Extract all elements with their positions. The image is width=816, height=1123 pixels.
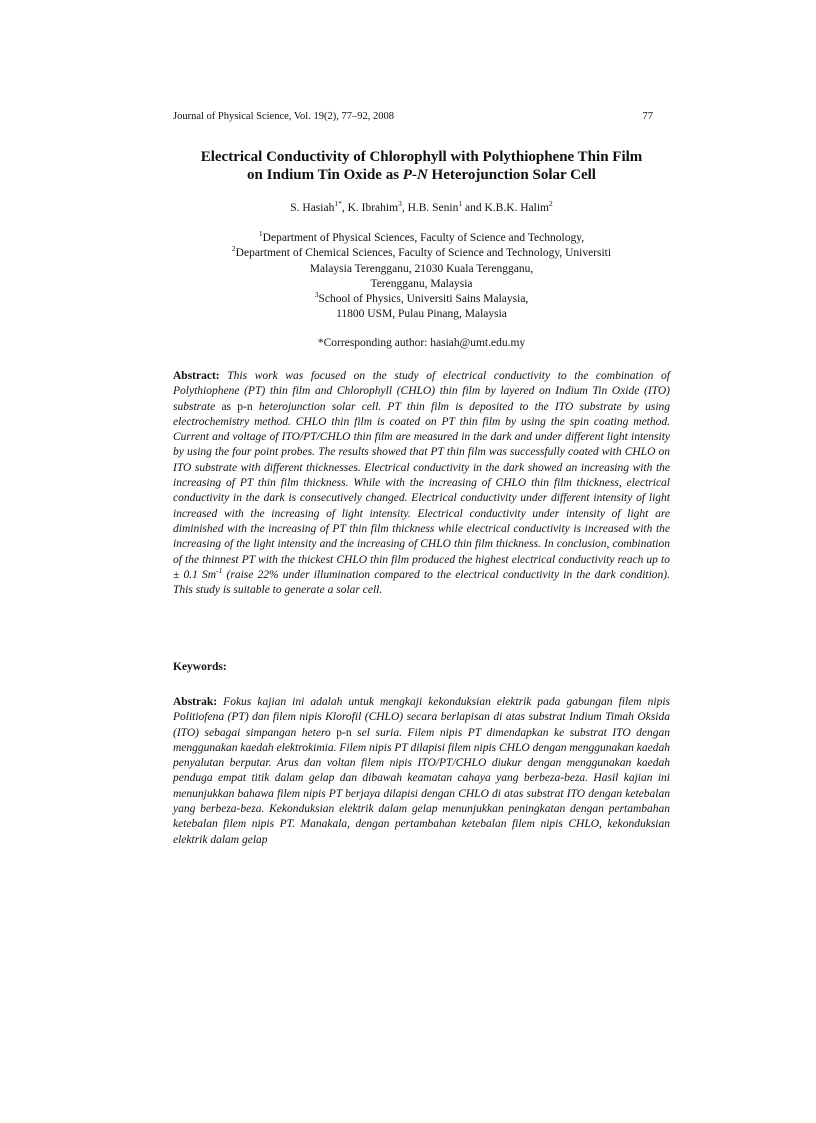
abstract-text-3: heterojunction solar cell. PT thin film is deposited to the ITO substrate by using electrochemistry method. CHLO thin film is coated on PT thin film by using the spin coating method. Current and voltage of ITO/PT/CHLO thin film are measured in the dark and under different light intensity by using the four point probes. The results showed that PT thin film was successfully coated with CHLO on ITO substrate with different thicknesses. Electrical conductivity in the dark showed an increasing with the increasing of PT thin film thickness. While with the increasing of CHLO thin film thickness, electrical conductivity in the dark is consecutively changed. Electrical conductivity under different intensity of light increased with the increasing of light intensity. Electrical conductivity under intensity of light are diminished with the increasing of PT thin film thickness while electrical conductivity is increased with the increasing of the light intensity and the increasing of CHLO thin film thickness. In conclusion, combination of the thinnest PT with the thickest CHLO thin film produced the highest electrical conductivity reach up to ± 0.1 Sm [173, 400, 671, 581]
abstract-paragraph [173, 369, 670, 598]
author-list [173, 199, 670, 214]
abstract-text-4: (raise 22% under illumination compared to the electrical conductivity in the dark condition). This study is suitable to generate a solar cell. [173, 568, 670, 597]
title-line-1: Electrical Conductivity of Chlorophyll with Polythiophene Thin Film [200, 149, 643, 165]
abstrak-pn: p-n [336, 726, 352, 739]
author-4: and K.B.K. Halim [462, 202, 549, 214]
abstrak-label: Abstrak: [173, 696, 218, 708]
title-pn-italic: P-N [402, 167, 428, 183]
affiliation-sup: 3 [314, 290, 319, 300]
affiliation-line [173, 292, 670, 307]
page-number: 77 [642, 111, 653, 122]
abstrak-text-1: Fokus kajian ini adalah untuk mengkaji kekonduksian elektrik pada gabungan filem nipis Politiofena (PT) dan filem nipis Klorofil (CHLO) secara berlapisan di atas substrat Indium Timah Oksida (ITO) sebagai simpangan hetero [173, 696, 671, 739]
title-line-2-pre: on Indium Tin Oxide as [247, 167, 403, 183]
affiliation-line: 11800 USM, Pulau Pinang, Malaysia [336, 308, 507, 321]
journal-citation: Journal of Physical Science, Vol. 19(2), 77–92, 2008 [173, 111, 394, 122]
author-1-sup: 1* [334, 199, 342, 209]
abstract-label: Abstract: [173, 370, 220, 382]
affiliation-line [173, 246, 670, 261]
abstract-pn: p-n [237, 400, 253, 413]
affiliation-text: Department of Physical Sciences, Faculty of Science and Technology, [262, 232, 585, 244]
author-4-sup: 2 [549, 199, 553, 209]
title-line-2-post: Heterojunction Solar Cell [427, 167, 596, 183]
author-2-sup: 3 [398, 199, 402, 209]
affiliation-sup: 1 [258, 229, 263, 239]
title-line-2 [173, 166, 670, 184]
affiliation-line [173, 231, 670, 246]
abstract-unit-sup: -1 [216, 566, 223, 576]
corresponding-author: *Corresponding author: hasiah@umt.edu.my [317, 337, 526, 349]
author-2: , K. Ibrahim [341, 202, 399, 214]
affiliation-sup: 2 [231, 244, 236, 254]
author-3-sup: 1 [458, 199, 463, 209]
paper-title [173, 148, 670, 184]
affiliation-line: Terengganu, Malaysia [370, 277, 473, 290]
abstrak-paragraph [173, 695, 670, 848]
running-header [173, 111, 653, 127]
keywords-label: Keywords: [173, 661, 227, 673]
abstract-as: as [221, 400, 232, 413]
abstract-text-1: This work was focused on the study of electrical conductivity to the combination of Polythiophene (PT) thin film and Chlorophyll (CHLO) thin film by layered on Indium Tin Oxide (ITO) substrate [173, 370, 670, 413]
affiliations [173, 231, 670, 323]
affiliation-line: Malaysia Terengganu, 21030 Kuala Terengganu, [309, 262, 534, 275]
affiliation-text: School of Physics, Universiti Sains Malaysia, [318, 293, 529, 306]
affiliation-text: Department of Chemical Sciences, Faculty of Science and Technology, Universiti [235, 247, 612, 260]
abstrak-text-2: sel suria. Filem nipis PT dimendapkan ke substrat ITO dengan menggunakan kaedah elektrokimia. Filem nipis PT dilapisi filem nipis CHLO dengan menggunakan kaedah penyalutan berputar. Arus dan voltan filem nipis ITO/PT/CHLO diukur dengan menggunakan kaedah penduga empat titik dalam gelap dan dibawah keamatan cahaya yang berbeza-beza. Hasil kajian ini menunjukkan bahawa filem nipis PT berjaya dilapisi dengan CHLO di atas substrat ITO dengan ketebalan yang berbeza-beza. Kekonduksian elektrik dalam gelap menunjukkan peningkatan dengan pertambahan ketebalan filem nipis PT. Manakala, dengan pertambahan ketebalan filem nipis CHLO, kekonduksian elektrik dalam gelap [173, 726, 671, 846]
author-3: , H.B. Senin [401, 202, 459, 214]
author-1: S. Hasiah [290, 202, 335, 214]
